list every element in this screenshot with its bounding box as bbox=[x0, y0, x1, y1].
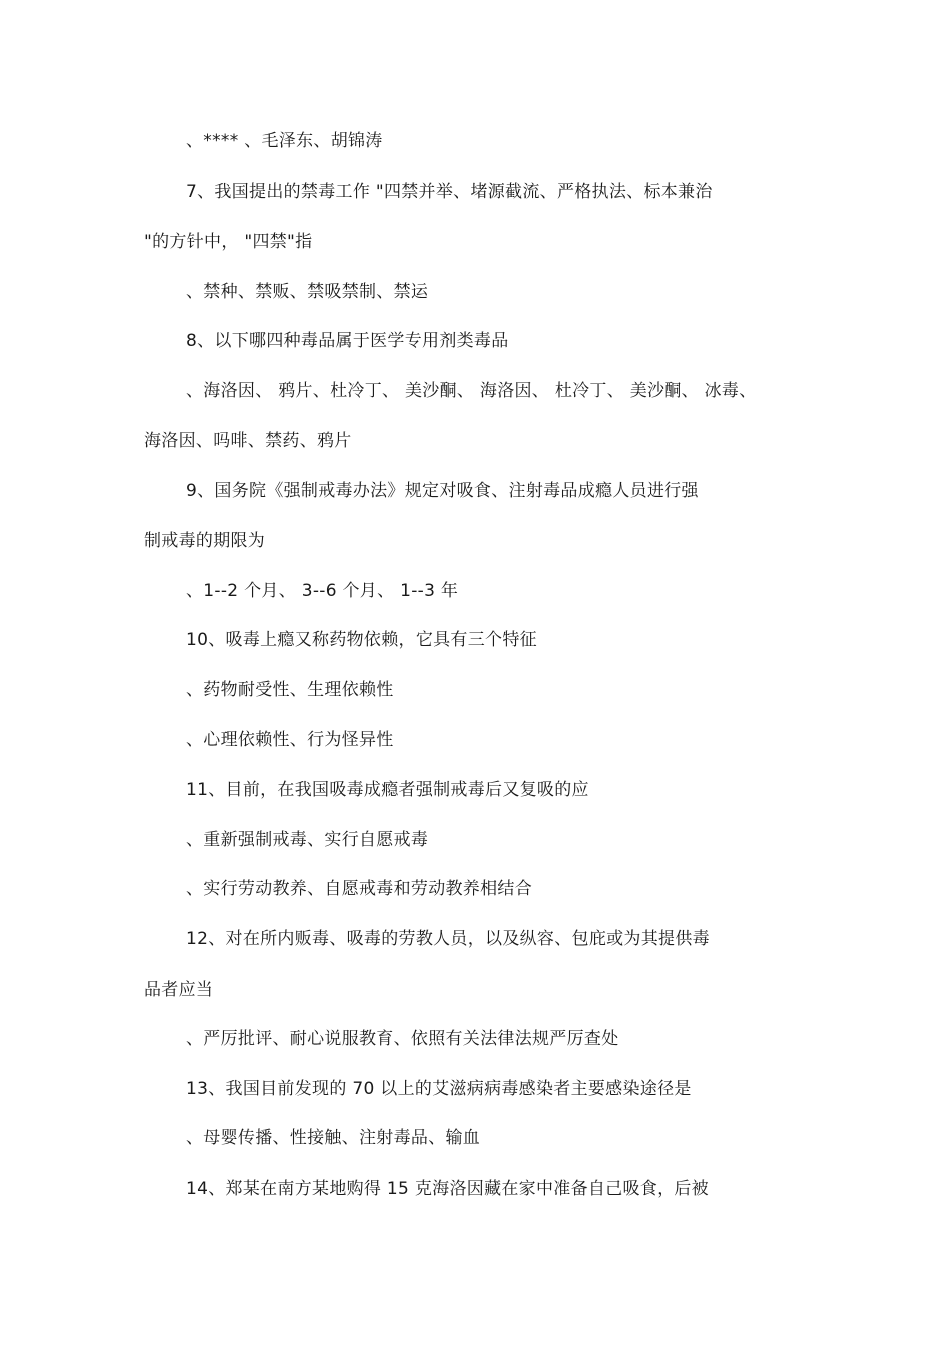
text-line-question-11: 11、目前，在我国吸毒成瘾者强制戒毒后又复吸的应 bbox=[186, 780, 589, 800]
text-line-question-13: 13、我国目前发现的 70 以上的艾滋病病毒感染者主要感染途径是 bbox=[186, 1079, 692, 1099]
text-line-answer-9: 、1--2 个月、 3--6 个月、 1--3 年 bbox=[186, 581, 459, 601]
text-line-question-7-cont: "的方针中， "四禁"指 bbox=[144, 232, 313, 252]
text-line-question-9-cont: 制戒毒的期限为 bbox=[144, 531, 266, 551]
text-line-answer-12: 、严厉批评、耐心说服教育、依照有关法律法规严厉查处 bbox=[186, 1029, 619, 1049]
text-line-question-14: 14、郑某在南方某地购得 15 克海洛因藏在家中准备自己吸食，后被 bbox=[186, 1179, 709, 1199]
text-line-answer-7: 、禁种、禁贩、禁吸禁制、禁运 bbox=[186, 282, 429, 302]
text-line-answer-10a: 、药物耐受性、生理依赖性 bbox=[186, 680, 394, 700]
text-line-question-7: 7、我国提出的禁毒工作 "四禁并举、堵源截流、严格执法、标本兼治 bbox=[186, 182, 713, 202]
text-line-answer-8: 、海洛因、 鸦片、杜冷丁、 美沙酮、 海洛因、 杜冷丁、 美沙酮、 冰毒、 bbox=[186, 381, 757, 401]
text-line-question-12-cont: 品者应当 bbox=[144, 980, 214, 1000]
text-line-answer-13: 、母婴传播、性接触、注射毒品、输血 bbox=[186, 1128, 481, 1148]
text-line-answer-6: 、**** 、毛泽东、胡锦涛 bbox=[186, 131, 383, 151]
text-line-question-10: 10、吸毒上瘾又称药物依赖，它具有三个特征 bbox=[186, 630, 537, 650]
text-line-question-8: 8、以下哪四种毒品属于医学专用剂类毒品 bbox=[186, 331, 509, 351]
text-line-question-9: 9、国务院《强制戒毒办法》规定对吸食、注射毒品成瘾人员进行强 bbox=[186, 481, 699, 501]
text-line-question-12: 12、对在所内贩毒、吸毒的劳教人员，以及纵容、包庇或为其提供毒 bbox=[186, 929, 710, 949]
text-line-answer-8-cont: 海洛因、吗啡、禁药、鸦片 bbox=[144, 431, 352, 451]
text-line-answer-10b: 、心理依赖性、行为怪异性 bbox=[186, 730, 394, 750]
text-line-answer-11a: 、重新强制戒毒、实行自愿戒毒 bbox=[186, 830, 429, 850]
text-line-answer-11b: 、实行劳动教养、自愿戒毒和劳动教养相结合 bbox=[186, 879, 532, 899]
